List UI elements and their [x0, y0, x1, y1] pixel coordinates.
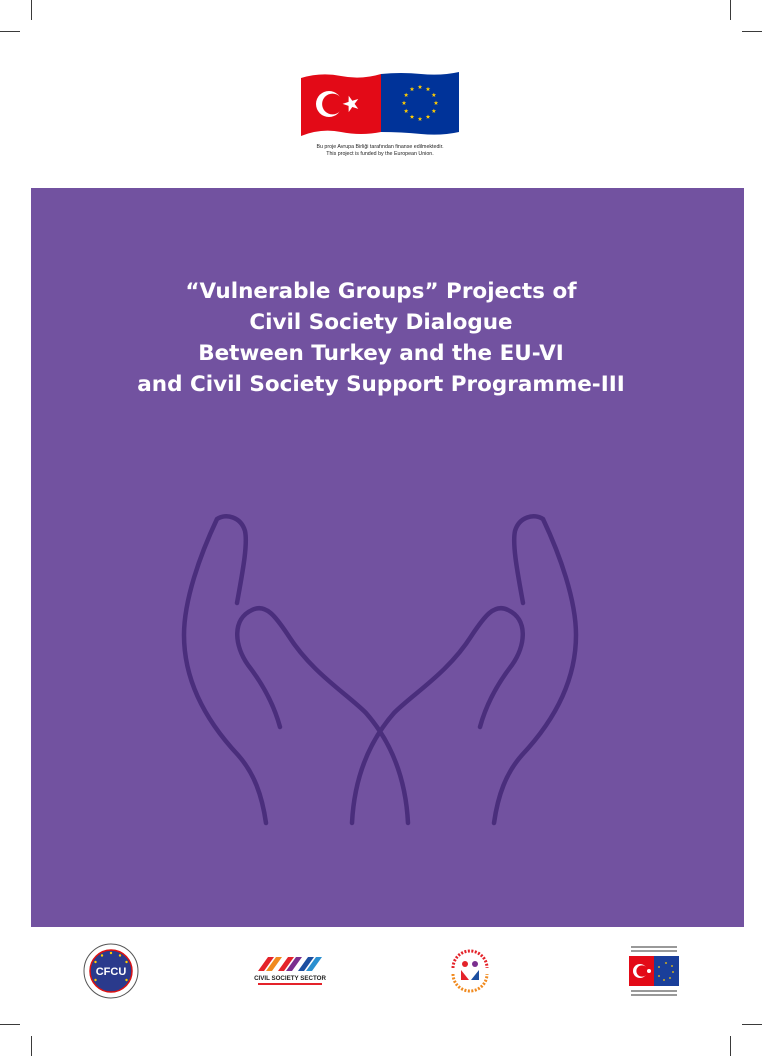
crop-mark	[730, 0, 731, 20]
funding-line-en: This project is funded by the European Union.	[326, 151, 434, 157]
eu-flag-icon	[381, 72, 459, 135]
crop-mark	[742, 31, 762, 32]
title-line: Between Turkey and the EU-VI	[198, 341, 564, 366]
crop-mark	[31, 0, 32, 20]
left-hand-palm	[237, 608, 408, 823]
funding-notice	[230, 144, 530, 158]
cs-sector-text: CIVIL SOCIETY SECTOR	[254, 975, 326, 982]
hands-icon	[170, 505, 590, 835]
crop-mark	[730, 1036, 731, 1056]
title-line: and Civil Society Support Programme-III	[137, 372, 625, 397]
cover-title	[0, 276, 762, 400]
crop-mark	[742, 1024, 762, 1025]
civil-society-sector-logo	[252, 953, 328, 993]
flags-banner	[301, 72, 459, 136]
crop-mark	[0, 1024, 20, 1025]
cfcu-logo-text: CFCU	[95, 966, 127, 978]
crop-mark	[0, 31, 20, 32]
turkey-flag-icon	[301, 74, 381, 136]
turkey-eu-delegation-logo	[625, 943, 683, 999]
cfcu-logo	[83, 943, 139, 999]
title-line: “Vulnerable Groups” Projects of	[185, 279, 577, 304]
right-hand-palm	[352, 608, 523, 823]
funding-line-tr: Bu proje Avrupa Birliği tarafından finanse edilmektedir.	[316, 144, 444, 150]
crop-mark	[31, 1036, 32, 1056]
title-line: Civil Society Dialogue	[249, 310, 513, 335]
civil-society-dialogue-logo	[443, 946, 497, 996]
